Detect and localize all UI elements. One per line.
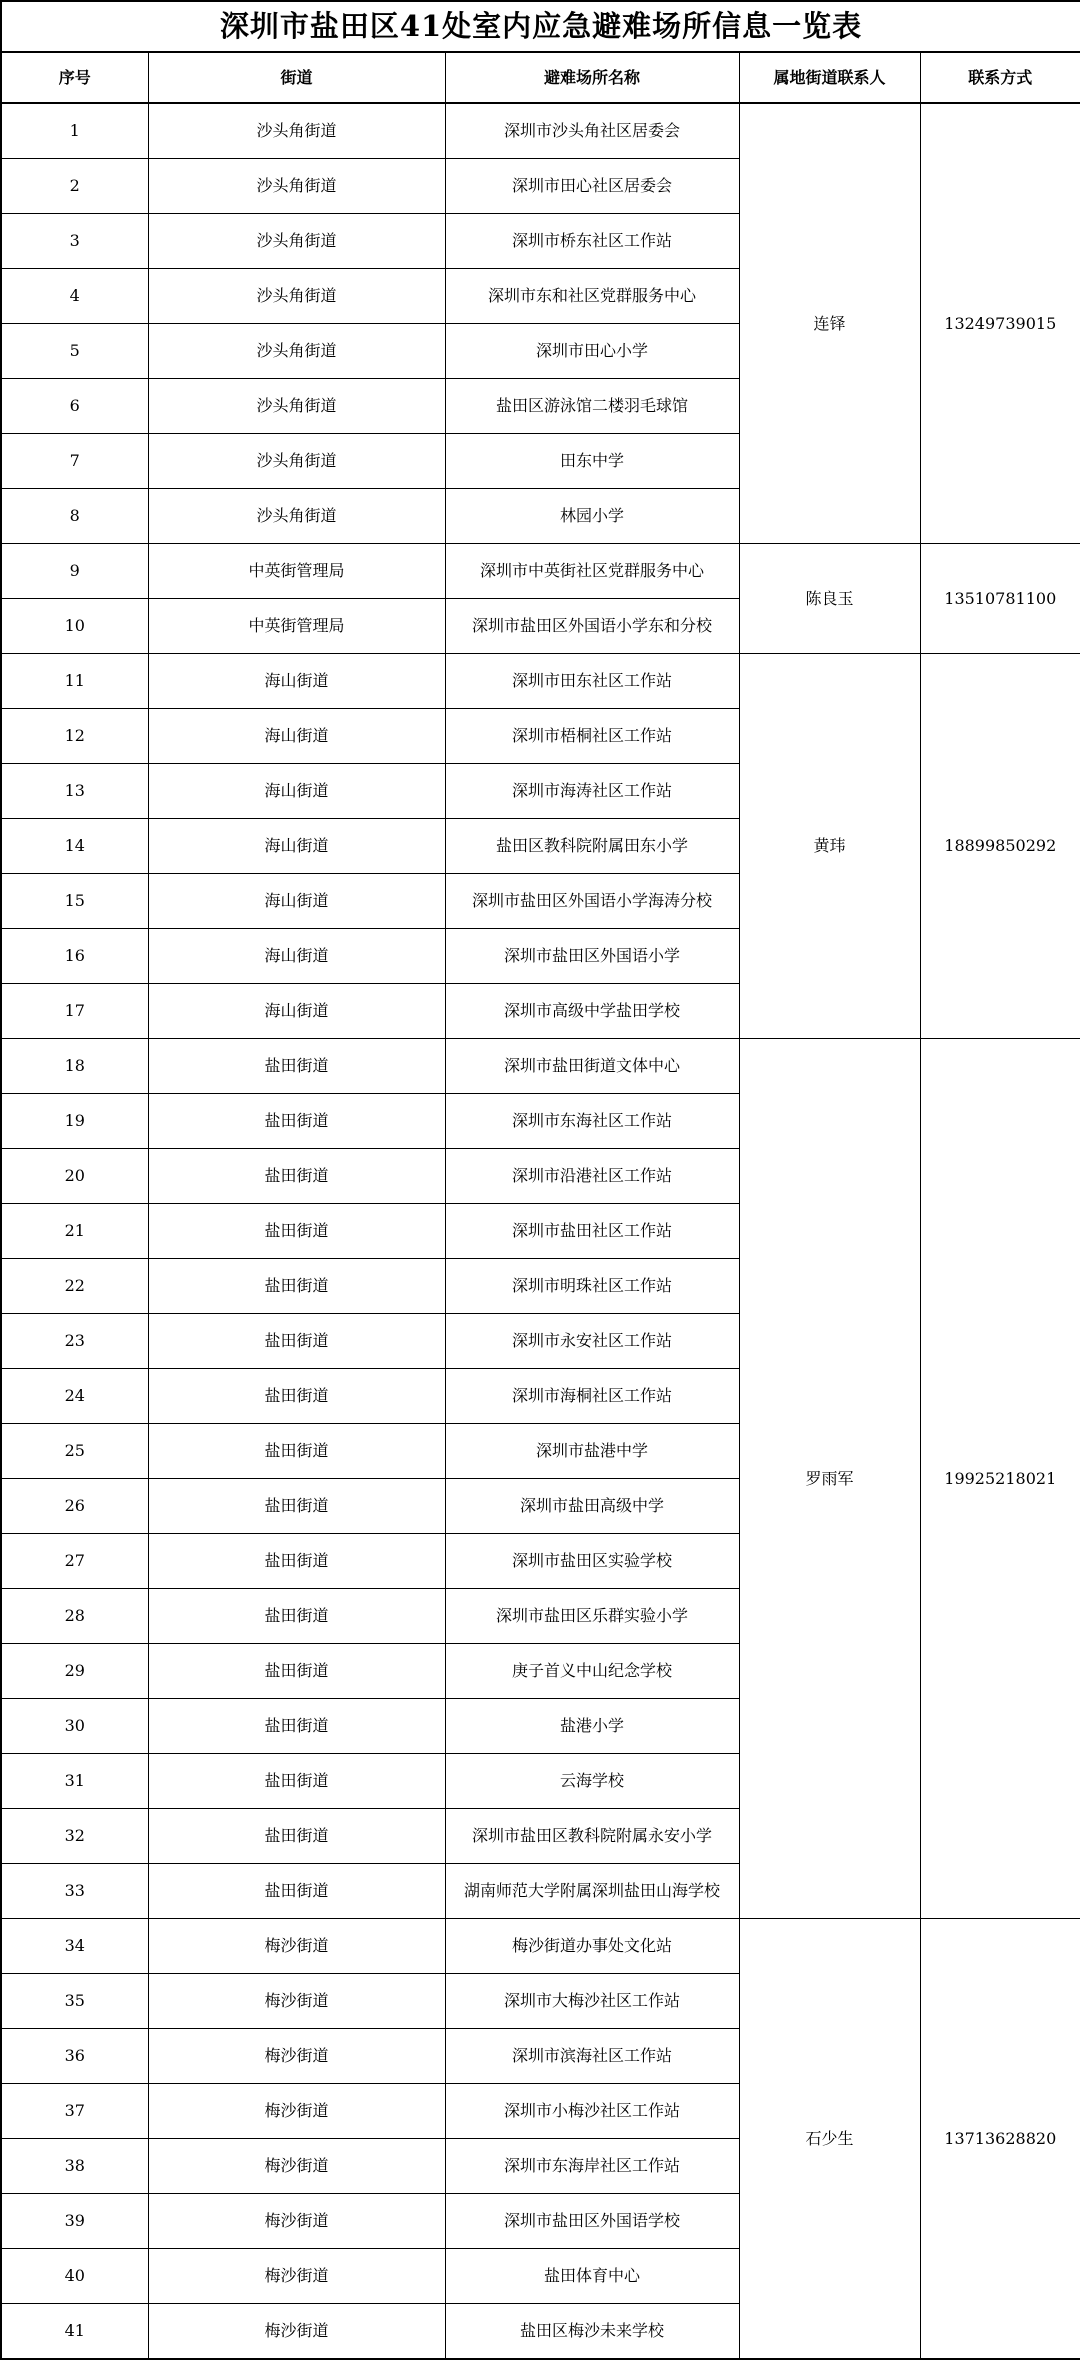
- street-cell: 沙头角街道: [148, 159, 445, 214]
- shelter-name-cell: 深圳市盐田区外国语小学海涛分校: [445, 874, 739, 929]
- seq-cell: 3: [1, 214, 148, 269]
- street-cell: 盐田街道: [148, 1204, 445, 1259]
- seq-cell: 6: [1, 379, 148, 434]
- shelter-table-body: [1, 1, 1080, 2359]
- shelter-name-cell: 深圳市东海社区工作站: [445, 1094, 739, 1149]
- street-cell: 海山街道: [148, 819, 445, 874]
- column-header-col-phone: 联系方式: [920, 52, 1080, 103]
- seq-cell: 24: [1, 1369, 148, 1424]
- street-cell: 沙头角街道: [148, 324, 445, 379]
- seq-cell: 34: [1, 1919, 148, 1974]
- street-cell: 海山街道: [148, 874, 445, 929]
- shelter-name-cell: 深圳市东和社区党群服务中心: [445, 269, 739, 324]
- seq-cell: 16: [1, 929, 148, 984]
- seq-cell: 20: [1, 1149, 148, 1204]
- street-cell: 沙头角街道: [148, 214, 445, 269]
- shelter-name-cell: 深圳市海涛社区工作站: [445, 764, 739, 819]
- contact-cell: 黄玮: [739, 654, 920, 1039]
- shelter-name-cell: 深圳市沿港社区工作站: [445, 1149, 739, 1204]
- seq-cell: 32: [1, 1809, 148, 1864]
- phone-cell: 13249739015: [920, 103, 1080, 544]
- street-cell: 梅沙街道: [148, 1974, 445, 2029]
- seq-cell: 12: [1, 709, 148, 764]
- shelter-name-cell: 深圳市沙头角社区居委会: [445, 103, 739, 159]
- phone-cell: 18899850292: [920, 654, 1080, 1039]
- seq-cell: 26: [1, 1479, 148, 1534]
- seq-cell: 28: [1, 1589, 148, 1644]
- contact-cell: 罗雨军: [739, 1039, 920, 1919]
- shelter-name-cell: 深圳市盐田区外国语学校: [445, 2194, 739, 2249]
- street-cell: 海山街道: [148, 709, 445, 764]
- seq-cell: 25: [1, 1424, 148, 1479]
- shelter-name-cell: 深圳市盐田社区工作站: [445, 1204, 739, 1259]
- seq-cell: 35: [1, 1974, 148, 2029]
- shelter-name-cell: 庚子首义中山纪念学校: [445, 1644, 739, 1699]
- shelter-name-cell: 盐田区游泳馆二楼羽毛球馆: [445, 379, 739, 434]
- table-row: [1, 1039, 1080, 1094]
- street-cell: 盐田街道: [148, 1754, 445, 1809]
- shelter-name-cell: 深圳市明珠社区工作站: [445, 1259, 739, 1314]
- table-row: [1, 1919, 1080, 1974]
- shelter-name-cell: 深圳市梧桐社区工作站: [445, 709, 739, 764]
- street-cell: 沙头角街道: [148, 434, 445, 489]
- shelter-name-cell: 盐田体育中心: [445, 2249, 739, 2304]
- seq-cell: 17: [1, 984, 148, 1039]
- shelter-name-cell: 梅沙街道办事处文化站: [445, 1919, 739, 1974]
- street-cell: 海山街道: [148, 764, 445, 819]
- contact-cell: 连铎: [739, 103, 920, 544]
- table-row: [1, 654, 1080, 709]
- street-cell: 盐田街道: [148, 1644, 445, 1699]
- seq-cell: 33: [1, 1864, 148, 1919]
- shelter-name-cell: 深圳市盐田区乐群实验小学: [445, 1589, 739, 1644]
- street-cell: 盐田街道: [148, 1094, 445, 1149]
- shelter-name-cell: 深圳市高级中学盐田学校: [445, 984, 739, 1039]
- shelter-name-cell: 深圳市盐田区教科院附属永安小学: [445, 1809, 739, 1864]
- table-row: [1, 103, 1080, 159]
- seq-cell: 11: [1, 654, 148, 709]
- street-cell: 梅沙街道: [148, 2304, 445, 2360]
- street-cell: 梅沙街道: [148, 1919, 445, 1974]
- shelter-name-cell: 盐田区教科院附属田东小学: [445, 819, 739, 874]
- street-cell: 梅沙街道: [148, 2139, 445, 2194]
- street-cell: 盐田街道: [148, 1589, 445, 1644]
- seq-cell: 37: [1, 2084, 148, 2139]
- page-title: 深圳市盐田区41处室内应急避难场所信息一览表: [1, 1, 1080, 52]
- contact-cell: 石少生: [739, 1919, 920, 2360]
- column-header-col-contact: 属地街道联系人: [739, 52, 920, 103]
- seq-cell: 4: [1, 269, 148, 324]
- shelter-name-cell: 深圳市滨海社区工作站: [445, 2029, 739, 2084]
- street-cell: 梅沙街道: [148, 2194, 445, 2249]
- phone-cell: 19925218021: [920, 1039, 1080, 1919]
- table-row: [1, 544, 1080, 599]
- street-cell: 沙头角街道: [148, 489, 445, 544]
- street-cell: 盐田街道: [148, 1369, 445, 1424]
- shelter-name-cell: 深圳市盐田区外国语小学: [445, 929, 739, 984]
- street-cell: 梅沙街道: [148, 2029, 445, 2084]
- seq-cell: 14: [1, 819, 148, 874]
- seq-cell: 31: [1, 1754, 148, 1809]
- phone-cell: 13510781100: [920, 544, 1080, 654]
- shelter-name-cell: 深圳市大梅沙社区工作站: [445, 1974, 739, 2029]
- shelter-name-cell: 深圳市盐田区外国语小学东和分校: [445, 599, 739, 654]
- phone-cell: 13713628820: [920, 1919, 1080, 2360]
- seq-cell: 21: [1, 1204, 148, 1259]
- street-cell: 盐田街道: [148, 1259, 445, 1314]
- seq-cell: 30: [1, 1699, 148, 1754]
- street-cell: 海山街道: [148, 929, 445, 984]
- shelter-name-cell: 深圳市桥东社区工作站: [445, 214, 739, 269]
- shelter-name-cell: 深圳市盐田街道文体中心: [445, 1039, 739, 1094]
- shelter-name-cell: 深圳市中英街社区党群服务中心: [445, 544, 739, 599]
- shelter-name-cell: 盐港小学: [445, 1699, 739, 1754]
- street-cell: 盐田街道: [148, 1149, 445, 1204]
- shelter-name-cell: 深圳市永安社区工作站: [445, 1314, 739, 1369]
- shelter-name-cell: 深圳市东海岸社区工作站: [445, 2139, 739, 2194]
- column-header-col-shelter-name: 避难场所名称: [445, 52, 739, 103]
- street-cell: 盐田街道: [148, 1479, 445, 1534]
- street-cell: 盐田街道: [148, 1864, 445, 1919]
- street-cell: 盐田街道: [148, 1809, 445, 1864]
- street-cell: 梅沙街道: [148, 2084, 445, 2139]
- title-row: [1, 1, 1080, 52]
- seq-cell: 38: [1, 2139, 148, 2194]
- seq-cell: 27: [1, 1534, 148, 1589]
- contact-cell: 陈良玉: [739, 544, 920, 654]
- street-cell: 盐田街道: [148, 1699, 445, 1754]
- street-cell: 盐田街道: [148, 1424, 445, 1479]
- seq-cell: 40: [1, 2249, 148, 2304]
- shelter-name-cell: 深圳市小梅沙社区工作站: [445, 2084, 739, 2139]
- shelter-name-cell: 盐田区梅沙未来学校: [445, 2304, 739, 2360]
- seq-cell: 10: [1, 599, 148, 654]
- seq-cell: 7: [1, 434, 148, 489]
- seq-cell: 41: [1, 2304, 148, 2360]
- seq-cell: 2: [1, 159, 148, 214]
- seq-cell: 19: [1, 1094, 148, 1149]
- street-cell: 梅沙街道: [148, 2249, 445, 2304]
- column-header-col-no: 序号: [1, 52, 148, 103]
- shelter-name-cell: 深圳市田心社区居委会: [445, 159, 739, 214]
- seq-cell: 13: [1, 764, 148, 819]
- header-row: [1, 52, 1080, 103]
- seq-cell: 1: [1, 103, 148, 159]
- street-cell: 中英街管理局: [148, 599, 445, 654]
- seq-cell: 5: [1, 324, 148, 379]
- seq-cell: 23: [1, 1314, 148, 1369]
- street-cell: 盐田街道: [148, 1534, 445, 1589]
- seq-cell: 39: [1, 2194, 148, 2249]
- street-cell: 盐田街道: [148, 1039, 445, 1094]
- street-cell: 沙头角街道: [148, 103, 445, 159]
- shelter-name-cell: 深圳市盐田高级中学: [445, 1479, 739, 1534]
- shelter-name-cell: 深圳市盐港中学: [445, 1424, 739, 1479]
- street-cell: 沙头角街道: [148, 379, 445, 434]
- shelter-name-cell: 深圳市海桐社区工作站: [445, 1369, 739, 1424]
- column-header-col-street: 街道: [148, 52, 445, 103]
- street-cell: 海山街道: [148, 984, 445, 1039]
- street-cell: 盐田街道: [148, 1314, 445, 1369]
- shelter-name-cell: 深圳市田心小学: [445, 324, 739, 379]
- shelter-name-cell: 云海学校: [445, 1754, 739, 1809]
- shelter-name-cell: 湖南师范大学附属深圳盐田山海学校: [445, 1864, 739, 1919]
- shelter-name-cell: 深圳市田东社区工作站: [445, 654, 739, 709]
- seq-cell: 18: [1, 1039, 148, 1094]
- street-cell: 沙头角街道: [148, 269, 445, 324]
- seq-cell: 29: [1, 1644, 148, 1699]
- seq-cell: 15: [1, 874, 148, 929]
- seq-cell: 36: [1, 2029, 148, 2084]
- shelter-name-cell: 深圳市盐田区实验学校: [445, 1534, 739, 1589]
- street-cell: 中英街管理局: [148, 544, 445, 599]
- seq-cell: 9: [1, 544, 148, 599]
- shelter-name-cell: 林园小学: [445, 489, 739, 544]
- seq-cell: 22: [1, 1259, 148, 1314]
- seq-cell: 8: [1, 489, 148, 544]
- shelter-name-cell: 田东中学: [445, 434, 739, 489]
- street-cell: 海山街道: [148, 654, 445, 709]
